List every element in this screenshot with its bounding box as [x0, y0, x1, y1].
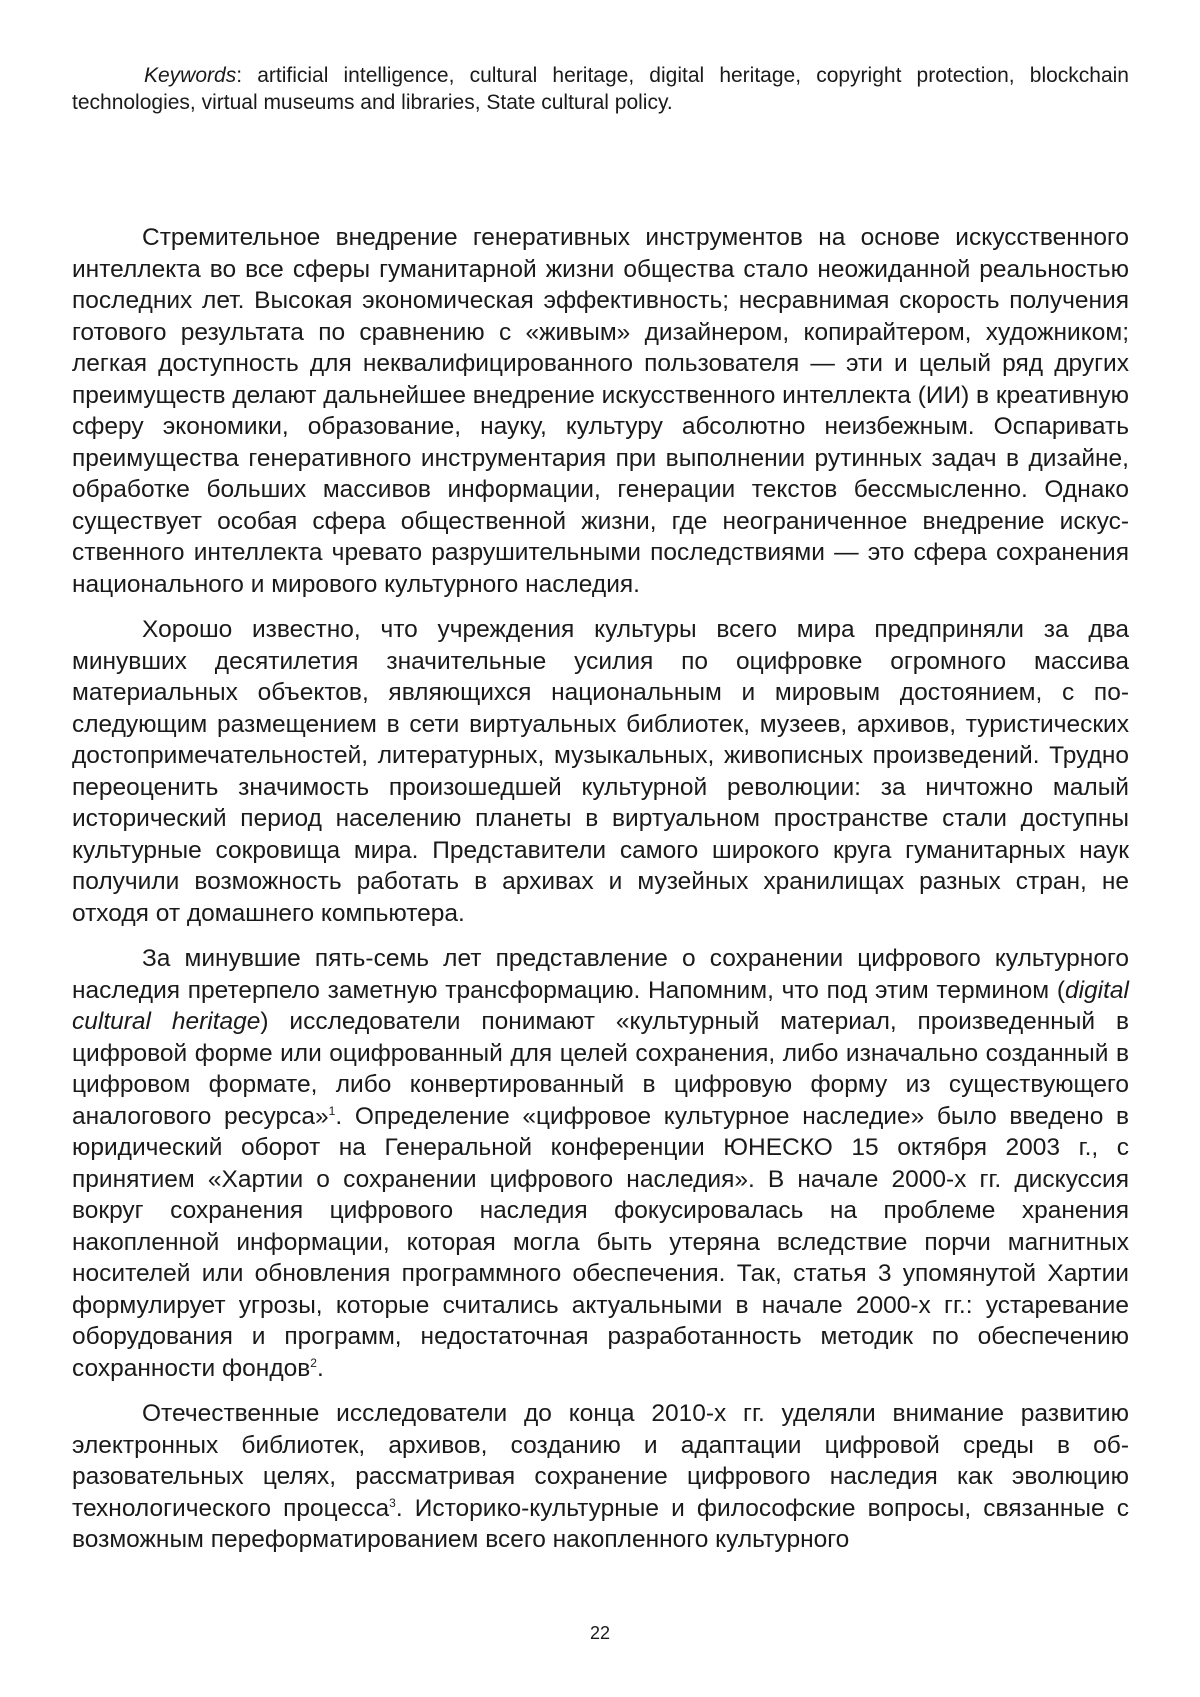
paragraph-4-text-a: Отечественные исследователи до конца 2010-х гг. уделяли внимание развитию электронных библиотек, архивов, созданию и адаптации цифровой среды в образовательных целях, рассматривая сохранение цифрового наследия как эволюцию технологического процесса [72, 1400, 1129, 1522]
keywords-list: : artificial intelligence, cultural heritage, digital heritage, copyright protection, blockchain technologies, virtual museums and libraries, State cultural policy. [72, 64, 1129, 114]
paragraph-4-text-b: . Историко-культурные и философские вопросы, связанные с возможным переформатированием всего накопленного культурного [72, 1494, 1129, 1553]
paragraph-3 [72, 943, 1129, 1384]
footnote-ref-3[interactable]: 3 [389, 1495, 396, 1510]
paragraph-1: Стремительное внедрение генеративных инструментов на основе искусственного интеллекта во все сферы гуманитарной жизни общества стало неожиданной реальностью последних лет. Высокая экономическая эффективность; несравнимая скорость получения готового результата по сравнению с «живым» дизайнером, копирайтером, художником; легкая доступность для неквалифицированного пользователя — эти и целый ряд других преимуществ делают дальнейшее внедрение искусственного интеллекта (ИИ) в креативную сферу экономики, образование, науку, культуру абсолютно неизбежным. Оспаривать преимущества генеративного инструментария при выполнении рутинных задач в дизайне, обработке больших массивов информации, генерации текстов бессмысленно. Однако существует особая сфера общественной жизни, где неограниченное внедрение искусственного интеллекта чревато разрушительными последствиями — это сфера сохранения национального и мирового культурного наследия. [72, 224, 1130, 598]
italic-term: digital cultural heritage [72, 976, 1129, 1035]
keywords-block [72, 62, 1129, 116]
paragraph-2: Хорошо известно, что учреждения культуры всего мира предприняли за два минувших десятилетия значительные усилия по оцифровке огромного массива материальных объектов, являющихся национальным и мировым достоянием, с последующим размещением в сети виртуальных библиотек, музеев, архивов, туристических достопримечательностей, литературных, музыкальных, живописных произведений. Трудно переоценить значимость произошедшей культурной революции: за ничтожно малый исторический период населению планеты в виртуальном пространстве стали доступны культурные сокровища мира. Представители самого широкого круга гуманитарных наук получили возможность работать в архивах и музейных хранилищах разных стран, не отходя от домашнего компьютера. [72, 616, 1129, 927]
paragraph-3-text-d: . [316, 1354, 324, 1382]
article-body [72, 222, 1129, 1570]
paragraph-3-text-a: За минувшие пять-семь лет представление о сохранении цифрового культурного наследия претерпело заметную трансформацию. Напомним, что под этим термином ( [72, 945, 1129, 1004]
footnote-ref-2[interactable]: 2 [310, 1355, 317, 1370]
paragraph-3-text-c: . Определение «цифровое культурное наследие» было введено в юридический оборот на Генеральной конференции ЮНЕСКО 15 октября 2003 г., с принятием «Хартии о сохранении цифрового наследия». В начале 2000-х гг. дискуссия вокруг сохранения цифрового наследия фокусировалась на проблеме хранения накопленной информации, которая могла быть утеряна вследствие порчи магнитных носителей или обновления программного обеспечения. Так, статья 3 упомянутой Хартии формулирует угрозы, которые считались актуальными в начале 2000-х гг.: устаревание оборудования и программ, недостаточная разработанность методик по обеспечению сохранности фондов [72, 1102, 1129, 1382]
paragraph-3-text-b: ) исследователи понимают «культурный материал, произведенный в цифровой форме или оцифрованный для целей сохранения, либо изначально созданный в цифровом формате, либо конвертированный в цифровую форму из существующего аналогового ресурса» [72, 1008, 1129, 1130]
footnote-ref-1[interactable]: 1 [328, 1103, 336, 1118]
paragraph-4 [72, 1398, 1129, 1556]
keywords-label: Keywords [144, 64, 237, 87]
page-number: 22 [589, 1623, 611, 1643]
